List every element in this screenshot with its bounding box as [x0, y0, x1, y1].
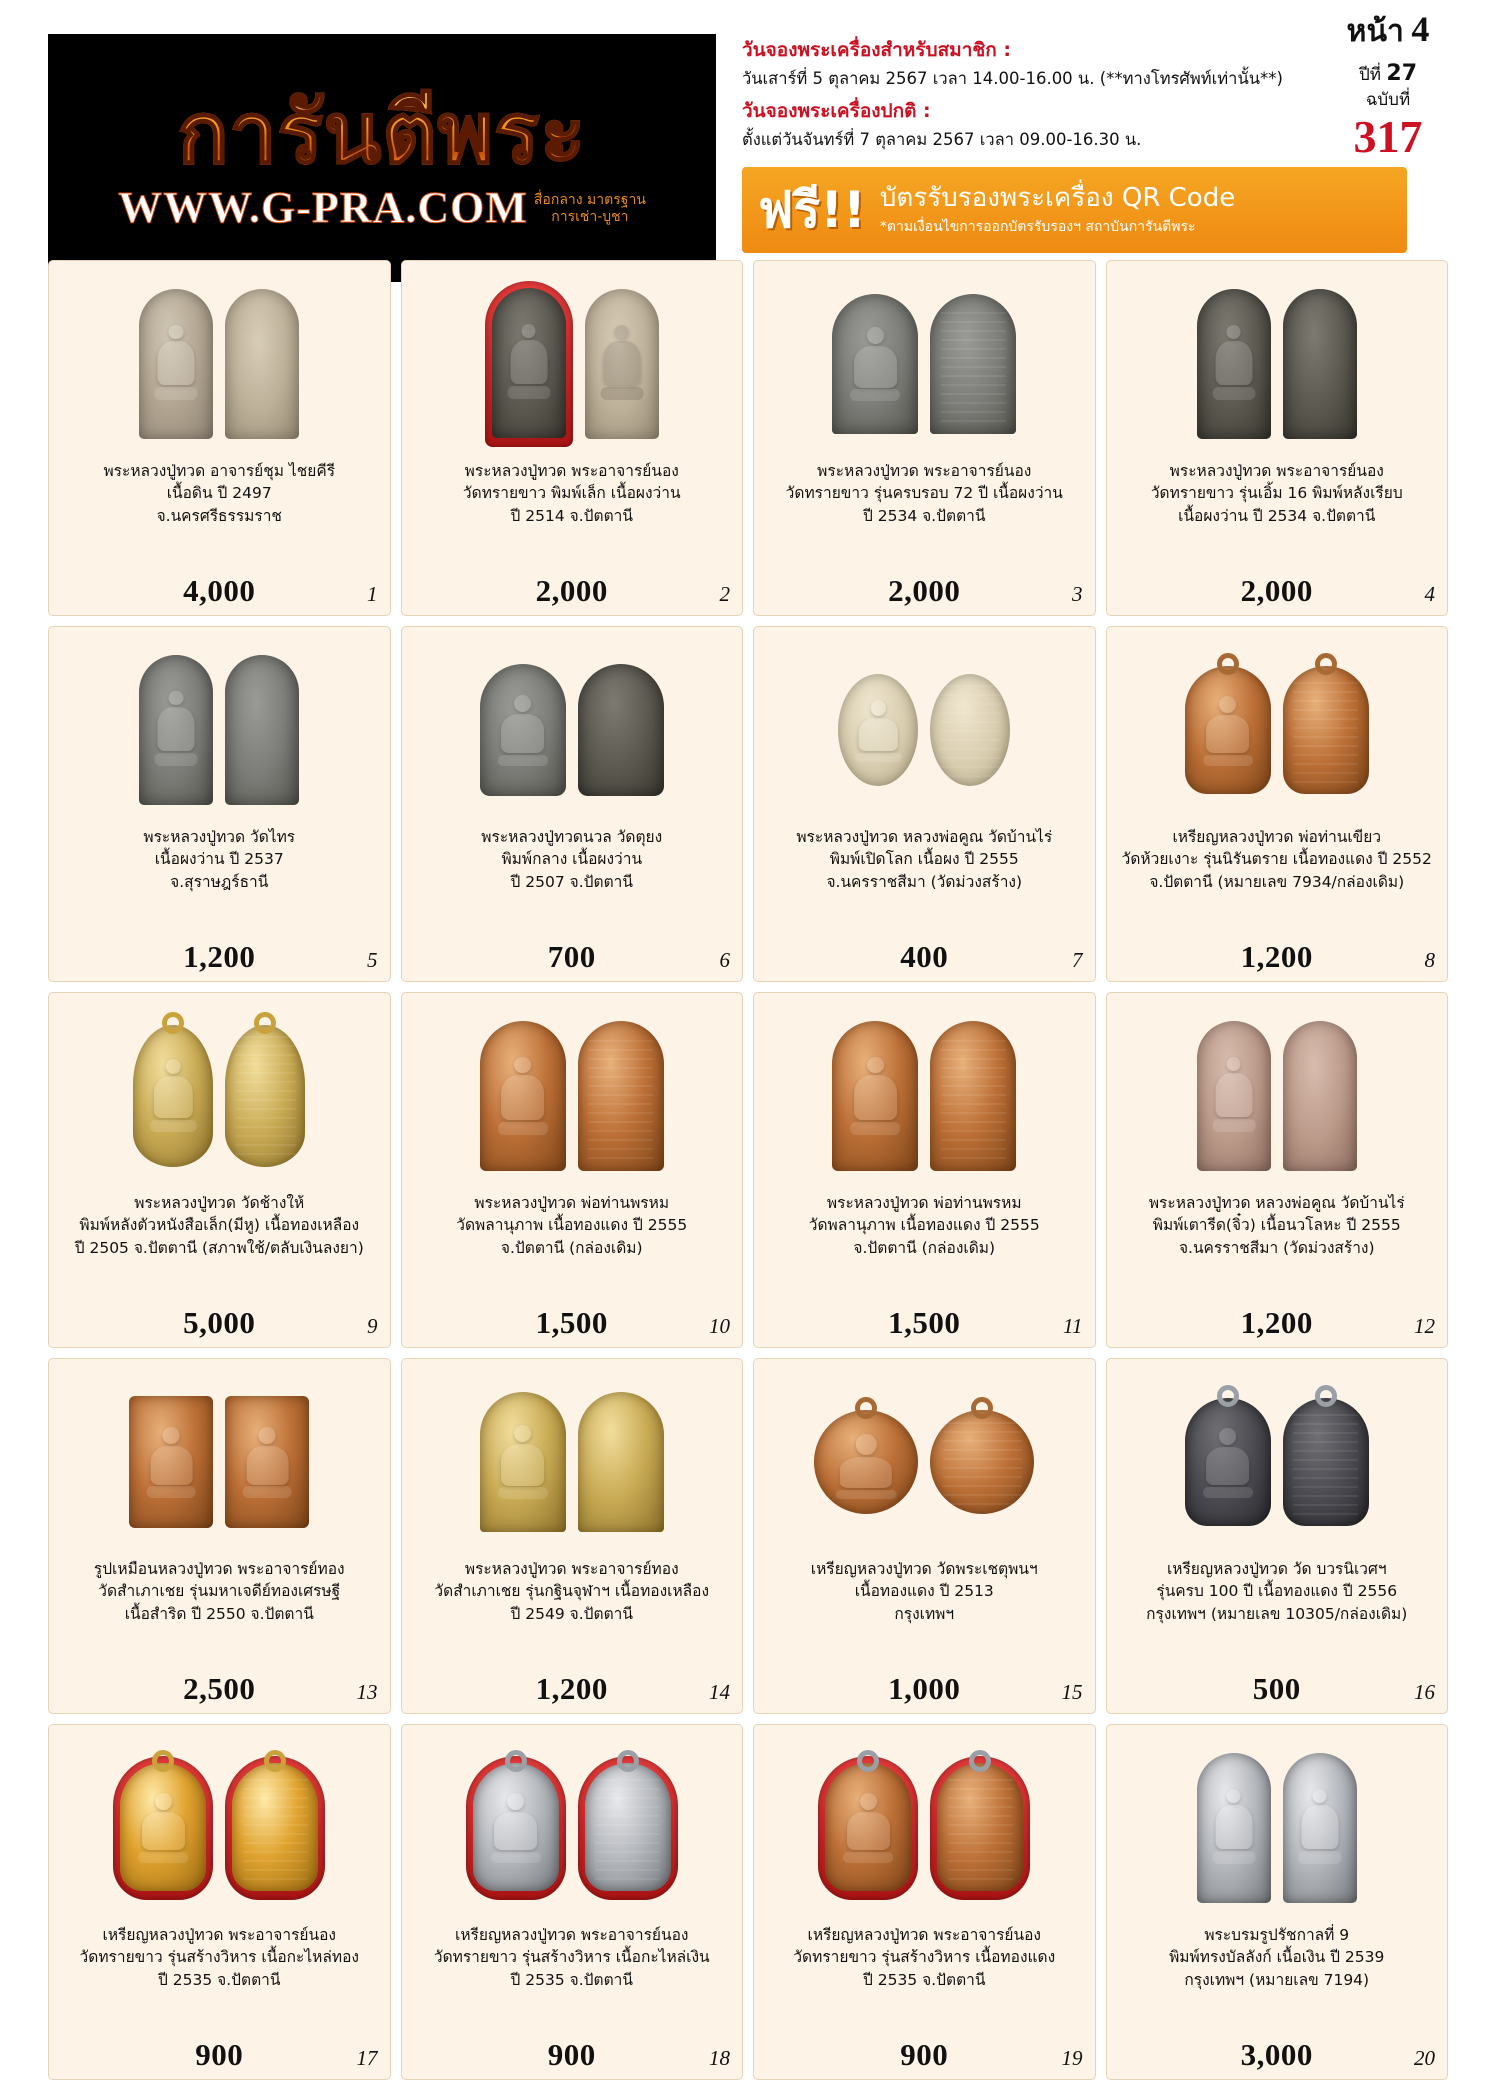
- amulet-index: 18: [709, 2046, 730, 2070]
- free-main-text: บัตรรับรองพระเครื่อง QR Code: [879, 182, 1236, 213]
- desc-line: จ.ปัตตานี (กล่องเดิม): [853, 1238, 996, 1257]
- amulet-description: [1115, 1192, 1440, 1301]
- hanger-loop-icon: [1217, 1385, 1239, 1407]
- amulet-index: 15: [1061, 1680, 1083, 1704]
- amulet-index: 10: [709, 1314, 730, 1338]
- desc-line: วัดพลานุภาพ เนื้อทองแดง ปี 2555: [456, 1216, 688, 1235]
- desc-line: ปี 2549 จ.ปัตตานี: [510, 1604, 633, 1623]
- logo-thai-text: การันตีพระ: [168, 89, 597, 177]
- desc-line: พระหลวงปู่ทวด อาจารย์ชุม ไชยคีรี: [103, 462, 336, 480]
- amulet-front-image: [825, 1763, 911, 1891]
- amulet-index: 9: [367, 1314, 378, 1338]
- amulet-price: 2,000: [1240, 573, 1313, 608]
- amulet-price: 2,000: [535, 573, 608, 608]
- amulet-images: [1115, 1367, 1440, 1552]
- amulet-index: 6: [719, 948, 730, 972]
- amulet-back-image: [930, 1021, 1016, 1171]
- desc-line: เหรียญหลวงปู่ทวด วัด บวรนิเวศฯ: [1166, 1560, 1387, 1578]
- desc-line: พระหลวงปู่ทวด พ่อท่านพรหม: [826, 1194, 1022, 1212]
- amulet-back-image: [232, 1763, 318, 1891]
- hanger-loop-icon: [855, 1397, 877, 1419]
- year-value: 27: [1386, 61, 1418, 86]
- amulet-front-image: [480, 1392, 566, 1532]
- logo-tagline-line2: การเช่า-บูชา: [551, 209, 629, 226]
- hanger-loop-icon: [857, 1750, 879, 1772]
- amulet-front-case: [818, 1756, 918, 1900]
- price-row: [762, 569, 1087, 609]
- amulet-card[interactable]: [1106, 260, 1449, 616]
- hanger-loop-icon: [971, 1397, 993, 1419]
- amulet-price: 3,000: [1240, 2037, 1313, 2072]
- hanger-loop-icon: [152, 1750, 174, 1772]
- desc-line: จ.นครราชสีมา (วัดม่วงสร้าง): [826, 872, 1023, 891]
- free-sub-text: *ตามเงื่อนไขการออกบัตรรับรองฯ สถาบันการันตีพระ: [879, 219, 1196, 235]
- desc-line: พระหลวงปู่ทวด พระอาจารย์นอง: [817, 462, 1032, 480]
- desc-line: จ.ปัตตานี (หมายเลข 7934/กล่องเดิม): [1149, 872, 1405, 891]
- year-label: ปีที่: [1358, 65, 1381, 85]
- amulet-price: 1,500: [535, 1305, 608, 1340]
- amulet-card[interactable]: [401, 1358, 744, 1714]
- price-row: [762, 935, 1087, 975]
- amulet-images: [762, 269, 1087, 454]
- amulet-front-image: [480, 1021, 566, 1171]
- amulet-index: 1: [367, 582, 378, 606]
- amulet-card[interactable]: [753, 1724, 1096, 2080]
- amulet-back-image: [1283, 1021, 1357, 1171]
- amulet-images: [1115, 269, 1440, 454]
- amulet-images: [57, 1367, 382, 1552]
- amulet-description: [1115, 460, 1440, 569]
- amulet-description: [57, 826, 382, 935]
- free-qr-banner: [742, 167, 1407, 253]
- amulet-back-image: [225, 1025, 305, 1167]
- amulet-images: [410, 635, 735, 820]
- amulet-front-image: [832, 1021, 918, 1171]
- desc-line: เหรียญหลวงปู่ทวด วัดพระเชตุพนฯ: [810, 1560, 1038, 1578]
- amulet-description: [1115, 1558, 1440, 1667]
- desc-line: วัดทรายขาว รุ่นสร้างวิหาร เนื้อกะไหล่ทอง: [79, 1948, 359, 1967]
- desc-line: พระหลวงปู่ทวด หลวงพ่อคูณ วัดบ้านไร่: [1148, 1194, 1405, 1212]
- amulet-back-image: [1283, 666, 1369, 794]
- amulet-price: 1,200: [1240, 939, 1313, 974]
- desc-line: พิมพ์เปิดโลก เนื้อผง ปี 2555: [829, 850, 1019, 869]
- amulet-front-image: [133, 1025, 213, 1167]
- desc-line: เนื้อดิน ปี 2497: [166, 484, 272, 503]
- amulet-back-case: [930, 1756, 1030, 1900]
- normal-booking-text: ตั้งแต่วันจันทร์ที่ 7 ตุลาคม 2567 เวลา 09.00-16.30 น.: [742, 129, 1142, 149]
- amulet-index: 2: [719, 582, 730, 606]
- desc-line: พระหลวงปู่ทวด พ่อท่านพรหม: [474, 1194, 670, 1212]
- amulet-images: [762, 1367, 1087, 1552]
- price-row: [1115, 935, 1440, 975]
- amulet-card[interactable]: [1106, 992, 1449, 1348]
- amulet-back-image: [578, 664, 664, 796]
- desc-line: เนื้อผงว่าน ปี 2534 จ.ปัตตานี: [1178, 506, 1376, 525]
- amulet-price: 4,000: [183, 573, 256, 608]
- amulet-price: 1,200: [1240, 1305, 1313, 1340]
- desc-line: ปี 2535 จ.ปัตตานี: [863, 1970, 986, 1989]
- amulet-card[interactable]: [401, 626, 744, 982]
- hanger-loop-icon: [264, 1750, 286, 1772]
- amulet-price: 900: [900, 2037, 949, 2072]
- amulet-front-case: [485, 281, 573, 447]
- price-row: [410, 1301, 735, 1341]
- amulet-index: 17: [356, 2046, 378, 2070]
- amulet-card[interactable]: [401, 992, 744, 1348]
- page-number-value: 4: [1411, 9, 1430, 49]
- amulet-front-image: [832, 294, 918, 434]
- desc-line: เนื้อผงว่าน ปี 2537: [154, 850, 284, 869]
- issue-number: 317: [1353, 110, 1423, 162]
- amulet-back-image: [578, 1392, 664, 1532]
- desc-line: พระหลวงปู่ทวด วัดไทร: [143, 828, 296, 846]
- desc-line: พิมพ์ทรงบัลลังก์ เนื้อเงิน ปี 2539: [1169, 1948, 1385, 1967]
- member-booking-text: วันเสาร์ที่ 5 ตุลาคม 2567 เวลา 14.00-16.00 น. (**ทางโทรศัพท์เท่านั้น**): [742, 68, 1283, 88]
- desc-line: ปี 2534 จ.ปัตตานี: [863, 506, 986, 525]
- amulet-index: 4: [1424, 582, 1435, 606]
- amulet-index: 16: [1414, 1680, 1435, 1704]
- desc-line: วัดห้วยเงาะ รุ่นนิรันตราย เนื้อทองแดง ปี 2552: [1121, 850, 1432, 869]
- amulet-description: [1115, 826, 1440, 935]
- amulet-index: 12: [1414, 1314, 1435, 1338]
- desc-line: เหรียญหลวงปู่ทวด พระอาจารย์นอง: [102, 1926, 336, 1944]
- price-row: [410, 569, 735, 609]
- desc-line: พระหลวงปู่ทวด หลวงพ่อคูณ วัดบ้านไร่: [796, 828, 1053, 846]
- issue-label: ฉบับที่: [1365, 89, 1411, 110]
- desc-line: วัดสำเภาเชย รุ่นมหาเจดีย์ทองเศรษฐี: [98, 1582, 341, 1601]
- page-number-label: [1328, 8, 1448, 55]
- amulet-description: [57, 460, 382, 569]
- amulet-price: 1,000: [888, 1671, 961, 1706]
- desc-line: กรุงเทพฯ: [894, 1604, 955, 1623]
- amulet-front-image: [129, 1396, 213, 1528]
- desc-line: พระบรมรูปรัชกาลที่ 9: [1204, 1926, 1350, 1944]
- price-row: [762, 1667, 1087, 1707]
- amulet-back-image: [930, 294, 1016, 434]
- amulet-price: 900: [195, 2037, 244, 2072]
- desc-line: เหรียญหลวงปู่ทวด พระอาจารย์นอง: [807, 1926, 1041, 1944]
- desc-line: พิมพ์เตารีด(จิ๋ว) เนื้อนวโลหะ ปี 2555: [1152, 1216, 1401, 1235]
- amulet-card[interactable]: [48, 1358, 391, 1714]
- normal-booking-title: วันจองพระเครื่องปกติ :: [742, 100, 931, 123]
- amulet-front-image: [1185, 1398, 1271, 1526]
- page-label-text: หน้า: [1346, 15, 1404, 48]
- amulet-card[interactable]: [401, 260, 744, 616]
- amulet-price: 1,200: [183, 939, 256, 974]
- desc-line: ปี 2535 จ.ปัตตานี: [510, 1970, 633, 1989]
- logo-tagline-line1: สื่อกลาง มาตรฐาน: [533, 191, 646, 208]
- amulet-index: 7: [1072, 948, 1083, 972]
- amulet-back-case: [578, 1756, 678, 1900]
- amulet-back-image: [1283, 289, 1357, 439]
- desc-line: วัดทรายขาว พิมพ์เล็ก เนื้อผงว่าน: [462, 484, 681, 503]
- desc-line: พิมพ์หลังตัวหนังสือเล็ก(มีหู) เนื้อทองเหลือง: [79, 1216, 360, 1235]
- desc-line: จ.สุราษฎร์ธานี: [170, 872, 269, 891]
- amulet-description: [410, 1924, 735, 2033]
- amulet-back-image: [225, 1396, 309, 1528]
- desc-line: ปี 2507 จ.ปัตตานี: [510, 872, 633, 891]
- amulet-description: [762, 1558, 1087, 1667]
- amulet-index: 8: [1424, 948, 1435, 972]
- member-booking-title: วันจองพระเครื่องสำหรับสมาชิก :: [742, 39, 1011, 61]
- amulet-back-image: [1283, 1753, 1357, 1903]
- desc-line: จ.ปัตตานี (กล่องเดิม): [500, 1238, 643, 1257]
- desc-line: เนื้อทองแดง ปี 2513: [854, 1582, 994, 1601]
- amulet-index: 19: [1061, 2046, 1083, 2070]
- desc-line: พระหลวงปู่ทวดนวล วัดตุยง: [481, 828, 663, 846]
- amulet-front-image: [473, 1763, 559, 1891]
- amulet-back-image: [1283, 1398, 1369, 1526]
- amulet-front-image: [120, 1763, 206, 1891]
- desc-line: พระหลวงปู่ทวด วัดช้างให้: [134, 1194, 305, 1212]
- amulet-card[interactable]: [48, 260, 391, 616]
- amulet-images: [410, 1367, 735, 1552]
- issue-badge: [1328, 8, 1448, 160]
- amulet-description: [410, 826, 735, 935]
- amulet-index: 3: [1072, 582, 1083, 606]
- amulet-card[interactable]: [1106, 1724, 1449, 2080]
- site-logo: [48, 34, 716, 282]
- amulet-price: 900: [547, 2037, 596, 2072]
- amulet-card[interactable]: [48, 626, 391, 982]
- amulet-description: [762, 1924, 1087, 2033]
- price-row: [57, 935, 382, 975]
- amulet-description: [1115, 1924, 1440, 2033]
- amulet-back-image: [937, 1763, 1023, 1891]
- amulet-card[interactable]: [1106, 626, 1449, 982]
- amulet-front-image: [139, 655, 213, 805]
- desc-line: วัดทรายขาว รุ่นครบรอบ 72 ปี เนื้อผงว่าน: [785, 484, 1063, 503]
- amulet-grid: [48, 260, 1448, 2080]
- amulet-front-image: [139, 289, 213, 439]
- amulet-description: [410, 1558, 735, 1667]
- hanger-loop-icon: [969, 1750, 991, 1772]
- desc-line: ปี 2505 จ.ปัตตานี (สภาพใช้/ตลับเงินลงยา): [74, 1238, 364, 1257]
- amulet-images: [57, 269, 382, 454]
- amulet-price: 700: [547, 939, 596, 974]
- amulet-card[interactable]: [753, 992, 1096, 1348]
- year-line: [1328, 59, 1448, 89]
- hanger-loop-icon: [254, 1012, 276, 1034]
- amulet-card[interactable]: [1106, 1358, 1449, 1714]
- amulet-back-image: [578, 1021, 664, 1171]
- amulet-index: 13: [356, 1680, 378, 1704]
- price-row: [57, 1301, 382, 1341]
- amulet-front-image: [480, 664, 566, 796]
- amulet-description: [410, 460, 735, 569]
- amulet-description: [762, 1192, 1087, 1301]
- amulet-index: 20: [1414, 2046, 1435, 2070]
- amulet-front-image: [1197, 1021, 1271, 1171]
- price-row: [762, 1301, 1087, 1341]
- amulet-images: [762, 1733, 1087, 1918]
- desc-line: ปี 2535 จ.ปัตตานี: [158, 1970, 281, 1989]
- desc-line: เนื้อสำริด ปี 2550 จ.ปัตตานี: [124, 1604, 314, 1623]
- amulet-description: [762, 460, 1087, 569]
- free-word: ฟรี!!: [758, 180, 866, 239]
- amulet-price: 1,200: [535, 1671, 608, 1706]
- amulet-images: [410, 269, 735, 454]
- amulet-price: 1,500: [888, 1305, 961, 1340]
- price-row: [410, 1667, 735, 1707]
- amulet-index: 14: [709, 1680, 730, 1704]
- amulet-card[interactable]: [48, 992, 391, 1348]
- price-row: [410, 2033, 735, 2073]
- amulet-images: [410, 1733, 735, 1918]
- amulet-images: [57, 1733, 382, 1918]
- hanger-loop-icon: [1315, 653, 1337, 675]
- amulet-description: [57, 1558, 382, 1667]
- amulet-back-image: [585, 289, 659, 439]
- amulet-card[interactable]: [753, 1358, 1096, 1714]
- hanger-loop-icon: [505, 1750, 527, 1772]
- logo-url-row: [118, 182, 646, 233]
- amulet-front-image: [838, 674, 918, 786]
- desc-line: จ.นครราชสีมา (วัดม่วงสร้าง): [1178, 1238, 1375, 1257]
- amulet-card[interactable]: [753, 260, 1096, 616]
- hanger-loop-icon: [617, 1750, 639, 1772]
- amulet-front-image: [1197, 1753, 1271, 1903]
- amulet-description: [410, 1192, 735, 1301]
- amulet-index: 5: [367, 948, 378, 972]
- amulet-images: [762, 635, 1087, 820]
- amulet-images: [1115, 1001, 1440, 1186]
- price-row: [1115, 1301, 1440, 1341]
- price-row: [57, 1667, 382, 1707]
- amulet-description: [57, 1192, 382, 1301]
- amulet-front-case: [113, 1756, 213, 1900]
- free-banner-text: [880, 183, 1235, 236]
- header-right: [716, 9, 1448, 253]
- hanger-loop-icon: [1315, 1385, 1337, 1407]
- hanger-loop-icon: [162, 1012, 184, 1034]
- amulet-price: 5,000: [183, 1305, 256, 1340]
- desc-line: กรุงเทพฯ (หมายเลข 10305/กล่องเดิม): [1146, 1604, 1408, 1623]
- desc-line: จ.นครศรีธรรมราช: [156, 506, 282, 525]
- desc-line: รุ่นครบ 100 ปี เนื้อทองแดง ปี 2556: [1156, 1582, 1398, 1601]
- desc-line: กรุงเทพฯ (หมายเลข 7194): [1184, 1970, 1370, 1989]
- issue-label-line: [1328, 89, 1448, 112]
- hanger-loop-icon: [1217, 653, 1239, 675]
- price-row: [57, 2033, 382, 2073]
- amulet-index: 11: [1063, 1314, 1083, 1338]
- desc-line: พระหลวงปู่ทวด พระอาจารย์ทอง: [464, 1560, 679, 1578]
- price-row: [57, 569, 382, 609]
- amulet-card[interactable]: [48, 1724, 391, 2080]
- desc-line: วัดทรายขาว รุ่นสร้างวิหาร เนื้อกะไหล่เงิน: [433, 1948, 710, 1967]
- amulet-images: [1115, 635, 1440, 820]
- desc-line: เหรียญหลวงปู่ทวด พ่อท่านเขียว: [1172, 828, 1382, 846]
- desc-line: เหรียญหลวงปู่ทวด พระอาจารย์นอง: [455, 1926, 689, 1944]
- amulet-price: 2,000: [888, 573, 961, 608]
- amulet-front-image: [1185, 666, 1271, 794]
- desc-line: วัดสำเภาเชย รุ่นกฐินจุฬาฯ เนื้อทองเหลือง: [434, 1582, 710, 1601]
- amulet-images: [57, 1001, 382, 1186]
- amulet-images: [57, 635, 382, 820]
- amulet-price: 400: [900, 939, 949, 974]
- amulet-description: [762, 826, 1087, 935]
- amulet-images: [410, 1001, 735, 1186]
- amulet-front-image: [1197, 289, 1271, 439]
- amulet-card[interactable]: [401, 1724, 744, 2080]
- amulet-front-image: [814, 1410, 918, 1514]
- amulet-price: 500: [1252, 1671, 1301, 1706]
- desc-line: รูปเหมือนหลวงปู่ทวด พระอาจารย์ทอง: [93, 1560, 345, 1578]
- amulet-images: [762, 1001, 1087, 1186]
- amulet-price: 2,500: [183, 1671, 256, 1706]
- amulet-front-image: [492, 288, 566, 438]
- price-row: [1115, 2033, 1440, 2073]
- price-row: [410, 935, 735, 975]
- amulet-back-image: [225, 289, 299, 439]
- desc-line: วัดทรายขาว รุ่นเอิ้ม 16 พิมพ์หลังเรียบ: [1150, 484, 1403, 503]
- desc-line: พิมพ์กลาง เนื้อผงว่าน: [501, 850, 643, 869]
- amulet-back-case: [225, 1756, 325, 1900]
- desc-line: วัดพลานุภาพ เนื้อทองแดง ปี 2555: [808, 1216, 1040, 1235]
- amulet-back-image: [930, 1410, 1034, 1514]
- amulet-front-case: [466, 1756, 566, 1900]
- desc-line: วัดทรายขาว รุ่นสร้างวิหาร เนื้อทองแดง: [793, 1948, 1056, 1967]
- amulet-back-image: [225, 655, 299, 805]
- amulet-card[interactable]: [753, 626, 1096, 982]
- amulet-back-image: [585, 1763, 671, 1891]
- logo-url-text: WWW.G-PRA.COM: [118, 182, 528, 232]
- page-header: [48, 0, 1448, 250]
- amulet-back-image: [930, 674, 1010, 786]
- amulet-description: [57, 1924, 382, 2033]
- desc-line: ปี 2514 จ.ปัตตานี: [510, 506, 633, 525]
- desc-line: พระหลวงปู่ทวด พระอาจารย์นอง: [1169, 462, 1384, 480]
- price-row: [1115, 569, 1440, 609]
- amulet-images: [1115, 1733, 1440, 1918]
- logo-tagline: [534, 192, 646, 233]
- price-row: [1115, 1667, 1440, 1707]
- price-row: [762, 2033, 1087, 2073]
- desc-line: พระหลวงปู่ทวด พระอาจารย์นอง: [464, 462, 679, 480]
